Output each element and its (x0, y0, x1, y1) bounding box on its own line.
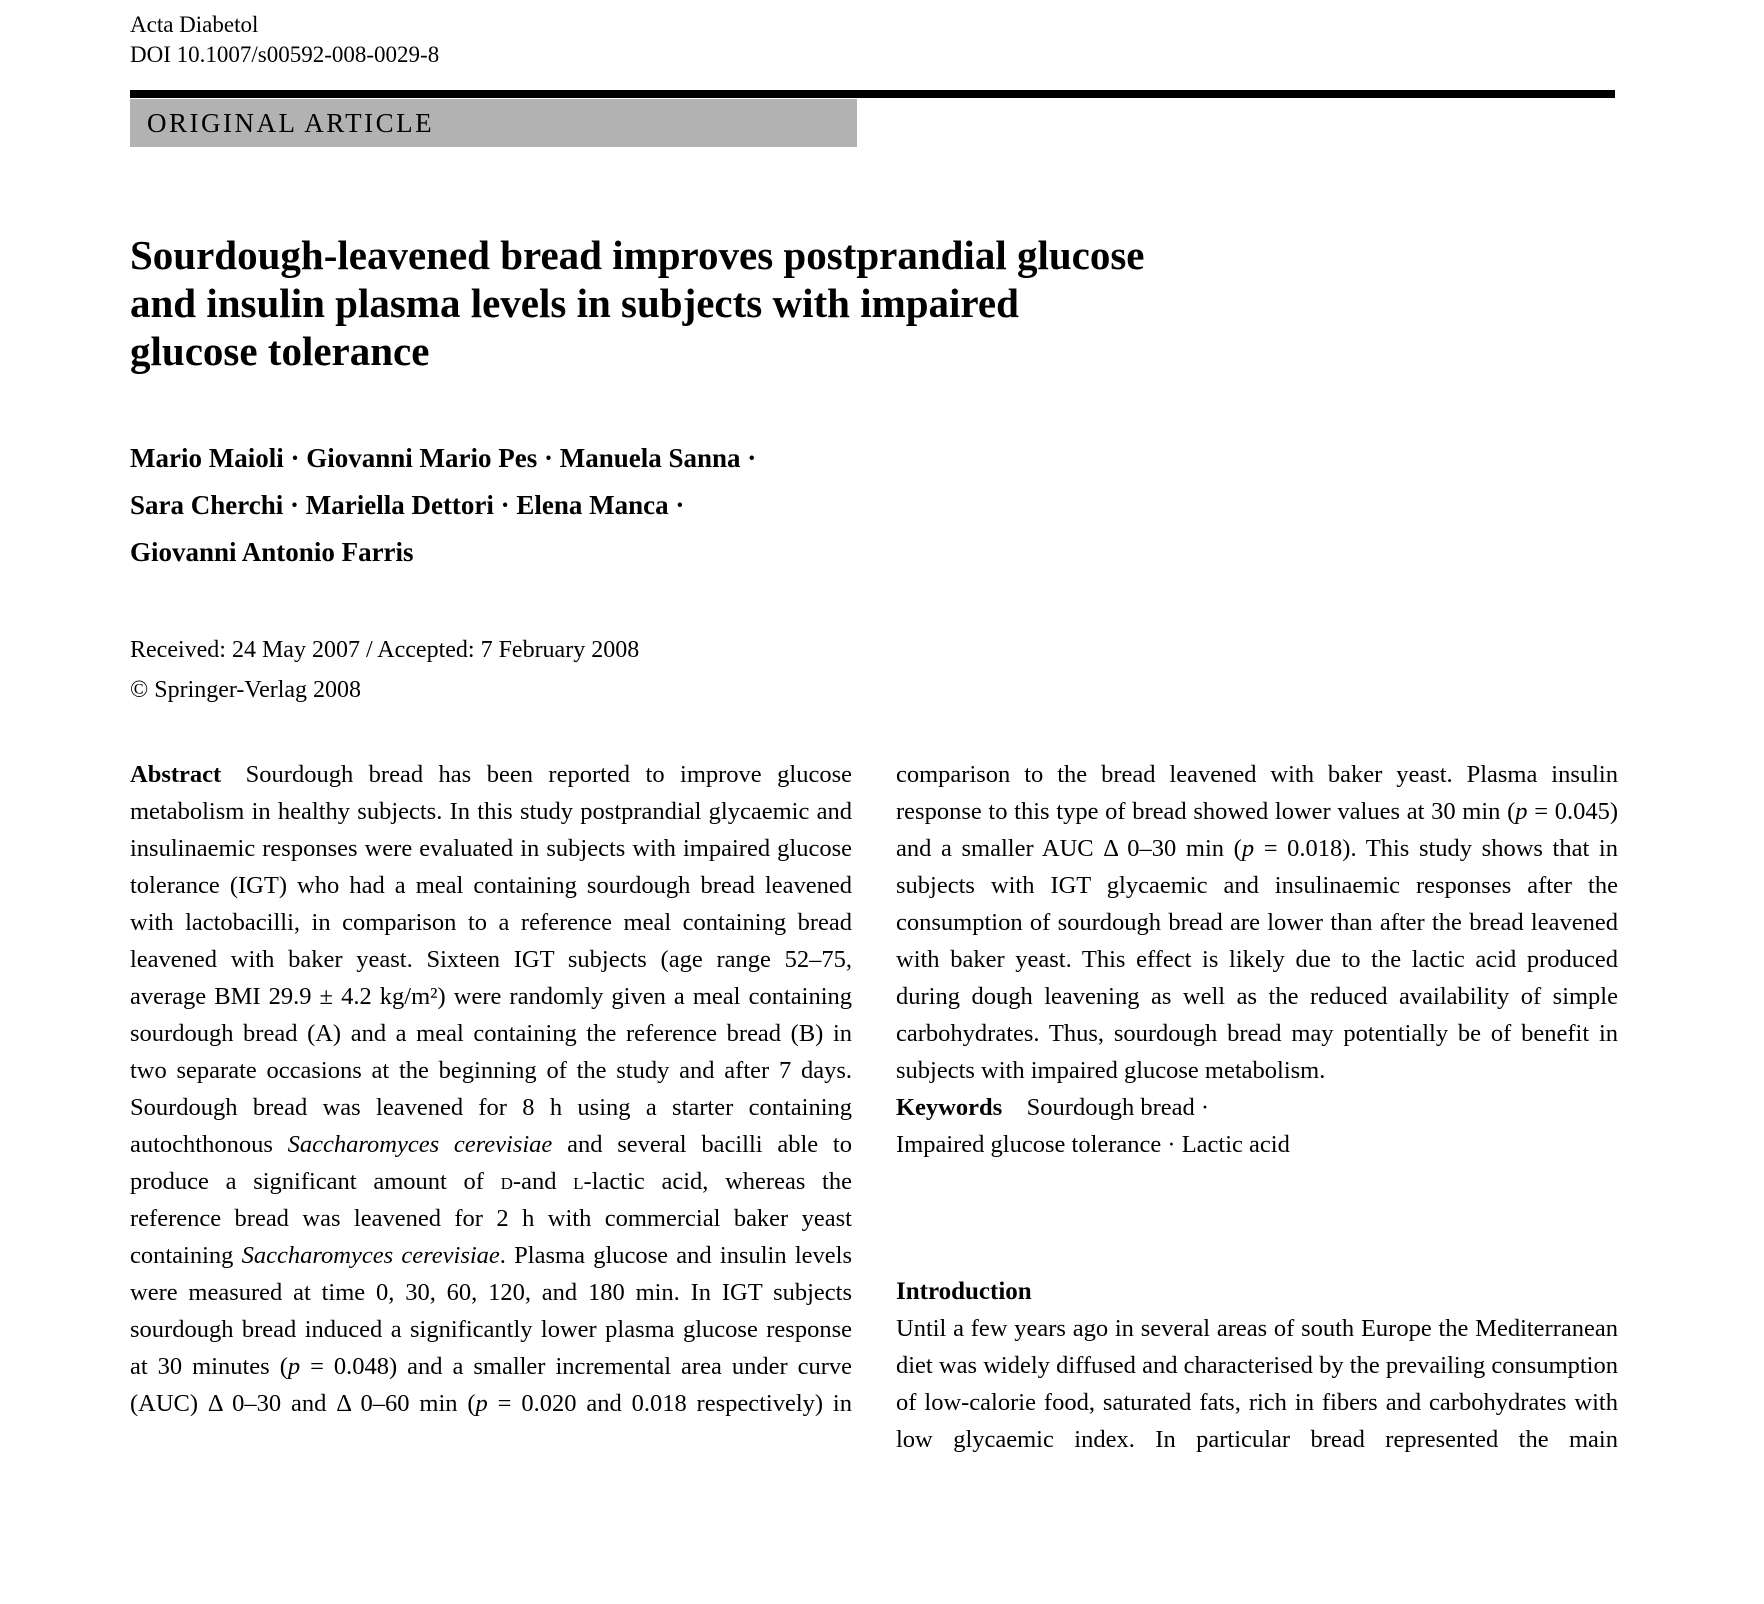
header-rule (130, 90, 1615, 98)
article-title (130, 231, 1615, 375)
abstract-text: Sourdough bread has been reported to improve glucose metabolism in healthy subjects. In this study postprandial glycaemic and insulinaemic responses were evaluated in subjects with impaired glucose tolerance (IGT) who had a meal containing sourdough bread leavened with lactobacilli, in comparison to a reference meal containing bread leavened with baker yeast. Sixteen IGT subjects (age range 52–75, average BMI 29.9 ± 4.2 kg/m²) were randomly given a meal containing sourdough bread (A) and a meal containing the reference bread (B) in two separate occasions at the beginning of the study and after 7 days. Sourdough bread was leavened for 8 h using a starter containing autochthonous Saccharomyces cerevisiae and several bacilli able to produce a significant amount of d-and l-lactic acid, whereas the reference bread was leavened for 2 h with commercial baker yeast containing Saccharomyces cerevisiae. Plasma glucose and insulin levels were measured at time 0, 30, 60, 120, and 180 min. In IGT subjects sourdough bread induced a significantly lower plasma glucose response at 30 minutes (p = 0.048) and a smaller incremental area under curve (AUC) Δ 0–30 and Δ 0–60 min (p = 0.020 and 0.018 respectively) in (130, 761, 852, 1417)
body-columns (130, 756, 1618, 1458)
left-column (130, 756, 852, 1458)
keywords-text: Sourdough bread · Impaired glucose tolerance · Lactic acid (896, 1094, 1290, 1158)
author-list (130, 435, 1615, 576)
author-line-3: Giovanni Antonio Farris (130, 537, 414, 567)
abstract-paragraph (130, 756, 852, 1422)
author-line-2: Sara Cherchi · Mariella Dettori · Elena Manca · (130, 490, 685, 520)
journal-header (0, 0, 1764, 70)
journal-doi: DOI 10.1007/s00592-008-0029-8 (130, 42, 440, 67)
keywords-label: Keywords (896, 1094, 1003, 1121)
keywords-paragraph (896, 1089, 1618, 1163)
abstract-continued-paragraph: comparison to the bread leavened with baker yeast. Plasma insulin response to this type of bread showed lower values at 30 min (p = 0.045) and a smaller AUC Δ 0–30 min (p = 0.018). This study shows that in subjects with IGT glycaemic and insulinaemic responses after the consumption of sourdough bread are lower than after the bread leavened with baker yeast. This effect is likely due to the lactic acid produced during dough leavening as well as the reduced availability of simple carbohydrates. Thus, sourdough bread may potentially be of benefit in subjects with impaired glucose metabolism. (896, 761, 1618, 1084)
article-history (130, 630, 1615, 710)
introduction-paragraph: Until a few years ago in several areas of south Europe the Mediterranean diet was widely diffused and characterised by the prevailing consumption of low-calorie food, saturated fats, rich in fibers and carbohydrates with low glycaemic index. In particular bread represented the main (896, 1315, 1618, 1453)
title-line-1: Sourdough-leavened bread improves postprandial glucose (130, 232, 1145, 278)
journal-name: Acta Diabetol (130, 12, 259, 37)
article-type-banner (130, 99, 857, 147)
copyright-line: © Springer-Verlag 2008 (130, 677, 362, 703)
introduction-heading: Introduction (896, 1278, 1032, 1305)
title-line-2: and insulin plasma levels in subjects with impaired (130, 280, 1019, 326)
right-column (896, 756, 1618, 1458)
abstract-label: Abstract (130, 761, 222, 788)
author-line-1: Mario Maioli · Giovanni Mario Pes · Manuela Sanna · (130, 443, 757, 473)
title-line-3: glucose tolerance (130, 328, 430, 374)
received-accepted-line: Received: 24 May 2007 / Accepted: 7 February 2008 (130, 637, 640, 663)
article-type-label: ORIGINAL ARTICLE (147, 107, 435, 138)
